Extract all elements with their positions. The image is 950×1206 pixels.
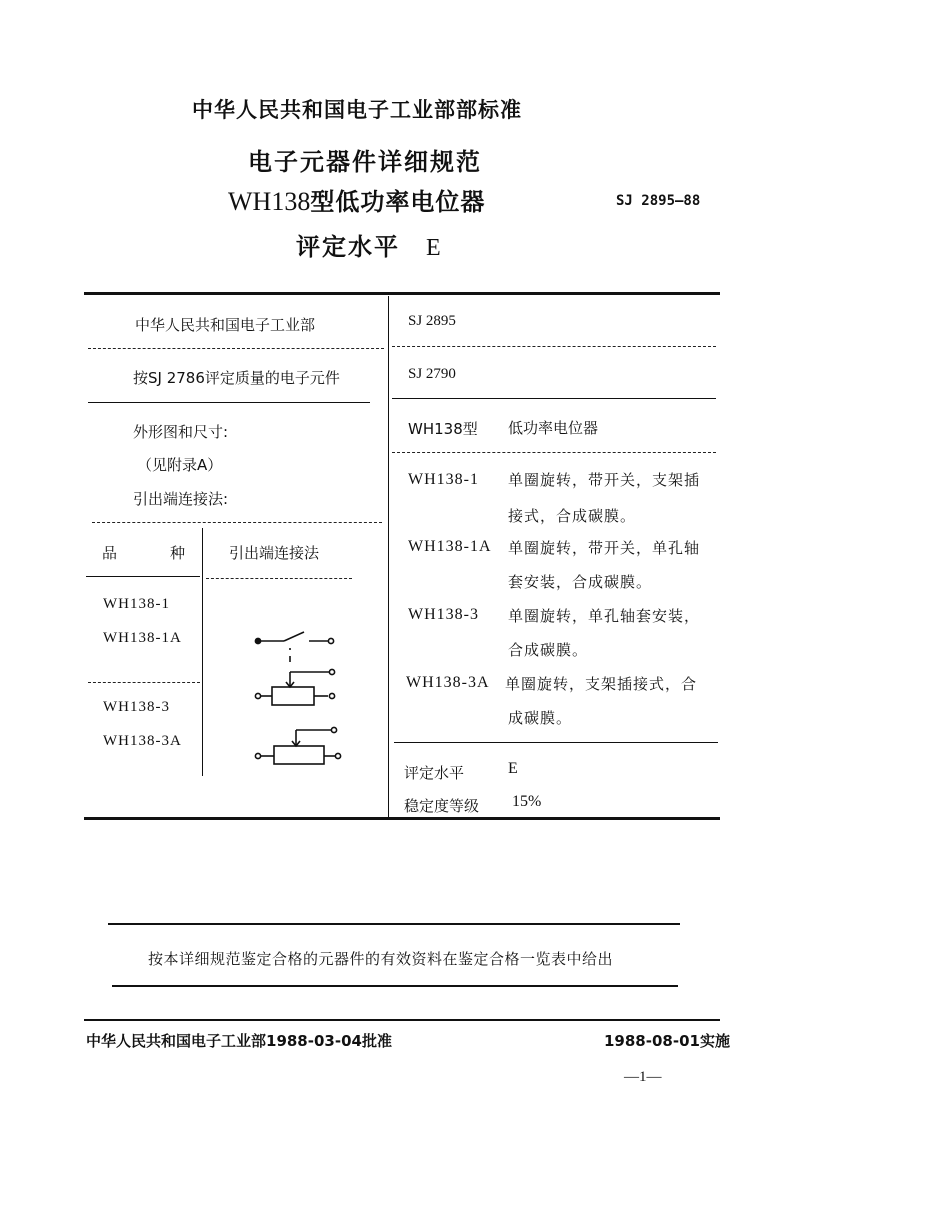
spec-title: 电子元器件详细规范	[248, 148, 482, 176]
divider	[392, 398, 716, 399]
variant-model: WH138-1A	[408, 538, 492, 555]
variant-description: 单圈旋转，单孔轴套安装，	[508, 607, 701, 625]
product-model: WH138	[228, 187, 311, 216]
ministry-standard-heading: 中华人民共和国电子工业部部标准	[192, 98, 522, 122]
center-divider	[388, 296, 389, 817]
stability-label: 稳定度等级	[404, 797, 480, 815]
standard-ref: SJ 2895	[408, 313, 456, 329]
outline-reference: （见附录A）	[137, 456, 223, 474]
divider	[86, 576, 200, 577]
standard-ref: SJ 2790	[408, 366, 456, 382]
product-name: 型低功率电位器	[310, 188, 486, 216]
header-connection: 引出端连接法	[229, 544, 320, 562]
standard-number: SJ 2895—88	[616, 193, 701, 209]
wiring-diagram	[248, 620, 348, 770]
variant-description: 单圈旋转，带开关，单孔轴	[508, 539, 701, 557]
table-top-rule	[84, 292, 720, 295]
qualification-note: 按本详细规范鉴定合格的元器件的有效资料在鉴定合格一览表中给出	[148, 950, 614, 968]
inner-divider	[202, 528, 203, 776]
assessment-level-title: 评定水平 E	[296, 233, 441, 261]
model-label: WH138-1A	[103, 630, 182, 646]
note-bottom-rule	[112, 985, 678, 987]
divider	[92, 522, 382, 523]
lead-connection-label: 引出端连接法:	[133, 490, 229, 508]
potentiometer-symbol-1	[255, 669, 334, 705]
model-label: WH138-3A	[103, 733, 182, 749]
effective-date: 1988-08-01实施	[604, 1032, 730, 1050]
model-label: WH138-1	[103, 596, 170, 612]
table-bottom-rule	[84, 817, 720, 820]
note-top-rule	[108, 923, 680, 925]
header-variety-b: 种	[170, 544, 186, 562]
outline-label: 外形图和尺寸:	[133, 423, 229, 441]
variant-description: 套安装，合成碳膜。	[508, 573, 653, 591]
divider	[394, 742, 718, 743]
header-variety-a: 品	[102, 544, 118, 562]
divider	[88, 682, 200, 683]
quality-basis: 按SJ 2786评定质量的电子元件	[133, 369, 340, 387]
approval-date: 中华人民共和国电子工业部1988-03-04批准	[86, 1032, 392, 1050]
divider	[206, 578, 352, 579]
divider	[392, 346, 716, 347]
assessment-level-value: E	[508, 760, 518, 777]
issuer: 中华人民共和国电子工业部	[135, 316, 316, 334]
page-number: —1—	[624, 1069, 662, 1085]
divider	[392, 452, 716, 453]
divider	[88, 402, 370, 403]
variant-description: 单圈旋转，带开关，支架插	[508, 471, 701, 489]
divider	[88, 348, 384, 349]
model-label: WH138-3	[103, 699, 170, 715]
stability-value: 15%	[512, 793, 542, 810]
type-model: WH138型	[408, 420, 478, 438]
type-description: 低功率电位器	[508, 419, 599, 437]
variant-description: 成碳膜。	[508, 709, 573, 727]
footer-rule	[84, 1019, 720, 1021]
variant-model: WH138-3A	[406, 674, 490, 691]
product-title	[228, 182, 485, 217]
variant-description: 接式，合成碳膜。	[508, 507, 637, 525]
switch-symbol	[255, 632, 333, 662]
assessment-level-label: 评定水平	[404, 764, 465, 782]
variant-description: 合成碳膜。	[508, 641, 589, 659]
potentiometer-symbol-2	[255, 727, 340, 764]
variant-model: WH138-1	[408, 471, 479, 488]
variant-model: WH138-3	[408, 606, 479, 623]
variant-description: 单圈旋转，支架插接式，合	[505, 675, 698, 693]
